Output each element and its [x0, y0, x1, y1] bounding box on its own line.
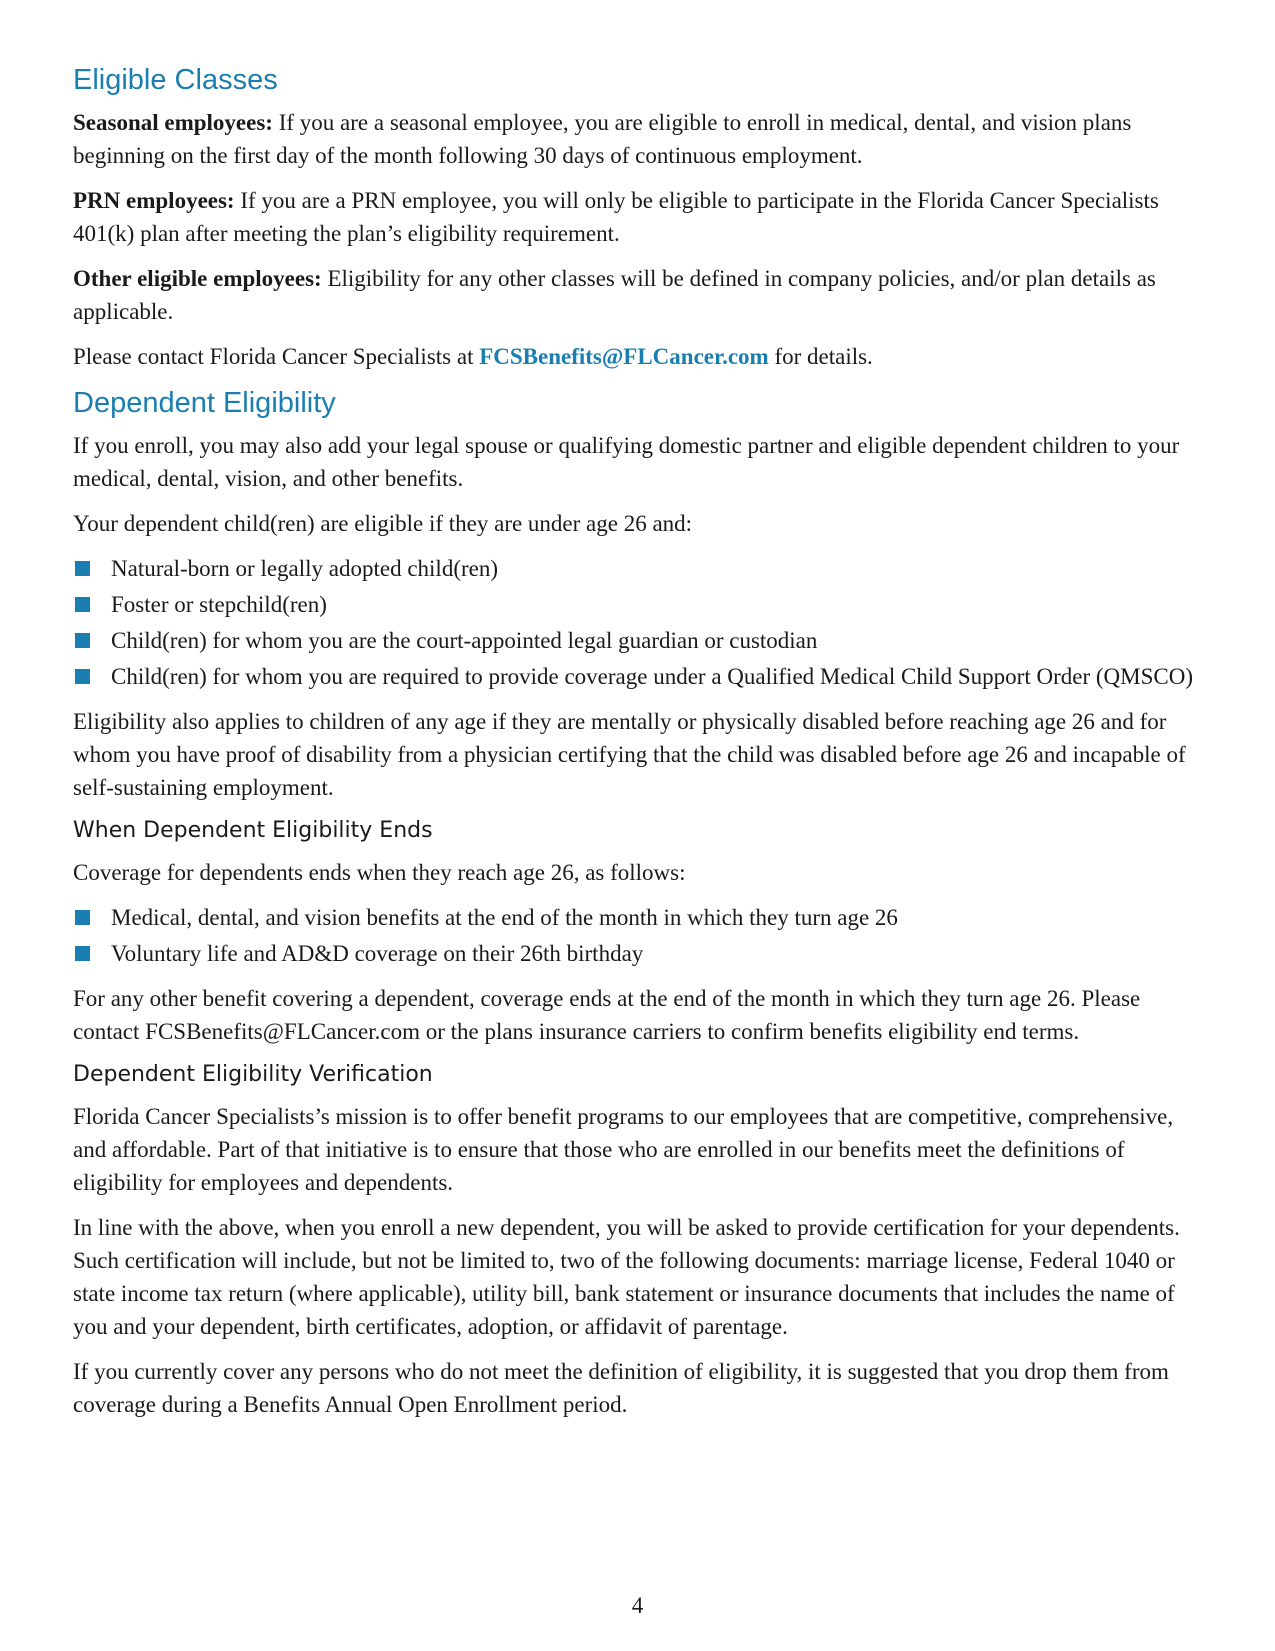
- square-bullet-icon: [75, 946, 90, 961]
- square-bullet-icon: [75, 910, 90, 925]
- list-item-text: Natural-born or legally adopted child(ren): [111, 556, 499, 581]
- ends-list: [73, 901, 1203, 970]
- paragraph-children-intro: Your dependent child(ren) are eligible if they are under age 26 and:: [73, 511, 693, 536]
- paragraph-seasonal: [73, 106, 1203, 172]
- paragraph-contact: [73, 340, 1203, 373]
- list-item: [73, 901, 1203, 934]
- page-number: 4: [631, 1593, 644, 1618]
- list-item: [73, 937, 1203, 970]
- text-other: Eligibility for any other classes will be defined in company policies, and/or plan details as applicable.: [73, 266, 1156, 324]
- lead-prn: PRN employees:: [73, 188, 235, 213]
- square-bullet-icon: [75, 561, 90, 576]
- list-item-text: Child(ren) for whom you are required to provide coverage under a Qualified Medical Child Support Order (QMSCO): [111, 664, 1193, 689]
- heading-dependent-eligibility: Dependent Eligibility: [73, 387, 336, 419]
- paragraph-dependent-intro: If you enroll, you may also add your legal spouse or qualifying domestic partner and eligible dependent children to your medical, dental, vision, and other benefits.: [73, 433, 1180, 491]
- paragraph-when-ends-note: For any other benefit covering a dependent, coverage ends at the end of the month in which they turn age 26. Please contact FCSBenefits@FLCancer.com or the plans insurance carriers to confirm benefits eligibility end terms.: [73, 986, 1141, 1044]
- email-link[interactable]: FCSBenefits@FLCancer.com: [479, 344, 769, 369]
- paragraph-verification-2: In line with the above, when you enroll a new dependent, you will be asked to provide certification for your dependents. Such certification will include, but not be limited to, two of the following documents: marriage license, Federal 1040 or state income tax return (where applicable), utility bill, bank statement or insurance documents that includes the name of you and your dependent, birth certificates, adoption, or affidavit of parentage.: [73, 1215, 1180, 1339]
- paragraph-disabled-note: Eligibility also applies to children of any age if they are mentally or physically disabled before reaching age 26 and for whom you have proof of disability from a physician certifying that the child was disabled before age 26 and incapable of self-sustaining employment.: [73, 709, 1186, 800]
- list-item: [73, 660, 1203, 693]
- contact-after: for details.: [768, 344, 873, 369]
- paragraph-verification-1: Florida Cancer Specialists’s mission is to offer benefit programs to our employees that are competitive, comprehensive, and affordable. Part of that initiative is to ensure that those who are enrolled in our benefits meet the definitions of eligibility for employees and dependents.: [73, 1104, 1174, 1195]
- paragraph-when-ends-intro: Coverage for dependents ends when they reach age 26, as follows:: [73, 860, 686, 885]
- square-bullet-icon: [75, 669, 90, 684]
- lead-seasonal: Seasonal employees:: [73, 110, 273, 135]
- contact-before: Please contact Florida Cancer Specialists at: [73, 344, 480, 369]
- paragraph-verification-3: If you currently cover any persons who do not meet the definition of eligibility, it is suggested that you drop them from coverage during a Benefits Annual Open Enrollment period.: [73, 1359, 1169, 1417]
- children-list: [73, 552, 1203, 693]
- list-item: [73, 552, 1203, 585]
- text-prn: If you are a PRN employee, you will only be eligible to participate in the Florida Cancer Specialists 401(k) plan after meeting the plan’s eligibility requirement.: [73, 188, 1159, 246]
- list-item-text: Foster or stepchild(ren): [111, 592, 327, 617]
- paragraph-other: [73, 262, 1203, 328]
- list-item: [73, 624, 1203, 657]
- list-item-text: Voluntary life and AD&D coverage on their 26th birthday: [111, 941, 644, 966]
- text-seasonal: If you are a seasonal employee, you are eligible to enroll in medical, dental, and vision plans beginning on the first day of the month following 30 days of continuous employment.: [73, 110, 1132, 168]
- square-bullet-icon: [75, 597, 90, 612]
- square-bullet-icon: [75, 633, 90, 648]
- heading-eligible-classes: Eligible Classes: [73, 64, 278, 96]
- paragraph-prn: [73, 184, 1203, 250]
- lead-other: Other eligible employees:: [73, 266, 322, 291]
- list-item-text: Child(ren) for whom you are the court-appointed legal guardian or custodian: [111, 628, 818, 653]
- document-page: [73, 62, 1203, 1433]
- list-item-text: Medical, dental, and vision benefits at the end of the month in which they turn age 26: [111, 905, 898, 930]
- heading-verification: Dependent Eligibility Verification: [73, 1062, 433, 1087]
- list-item: [73, 588, 1203, 621]
- heading-when-ends: When Dependent Eligibility Ends: [73, 818, 433, 843]
